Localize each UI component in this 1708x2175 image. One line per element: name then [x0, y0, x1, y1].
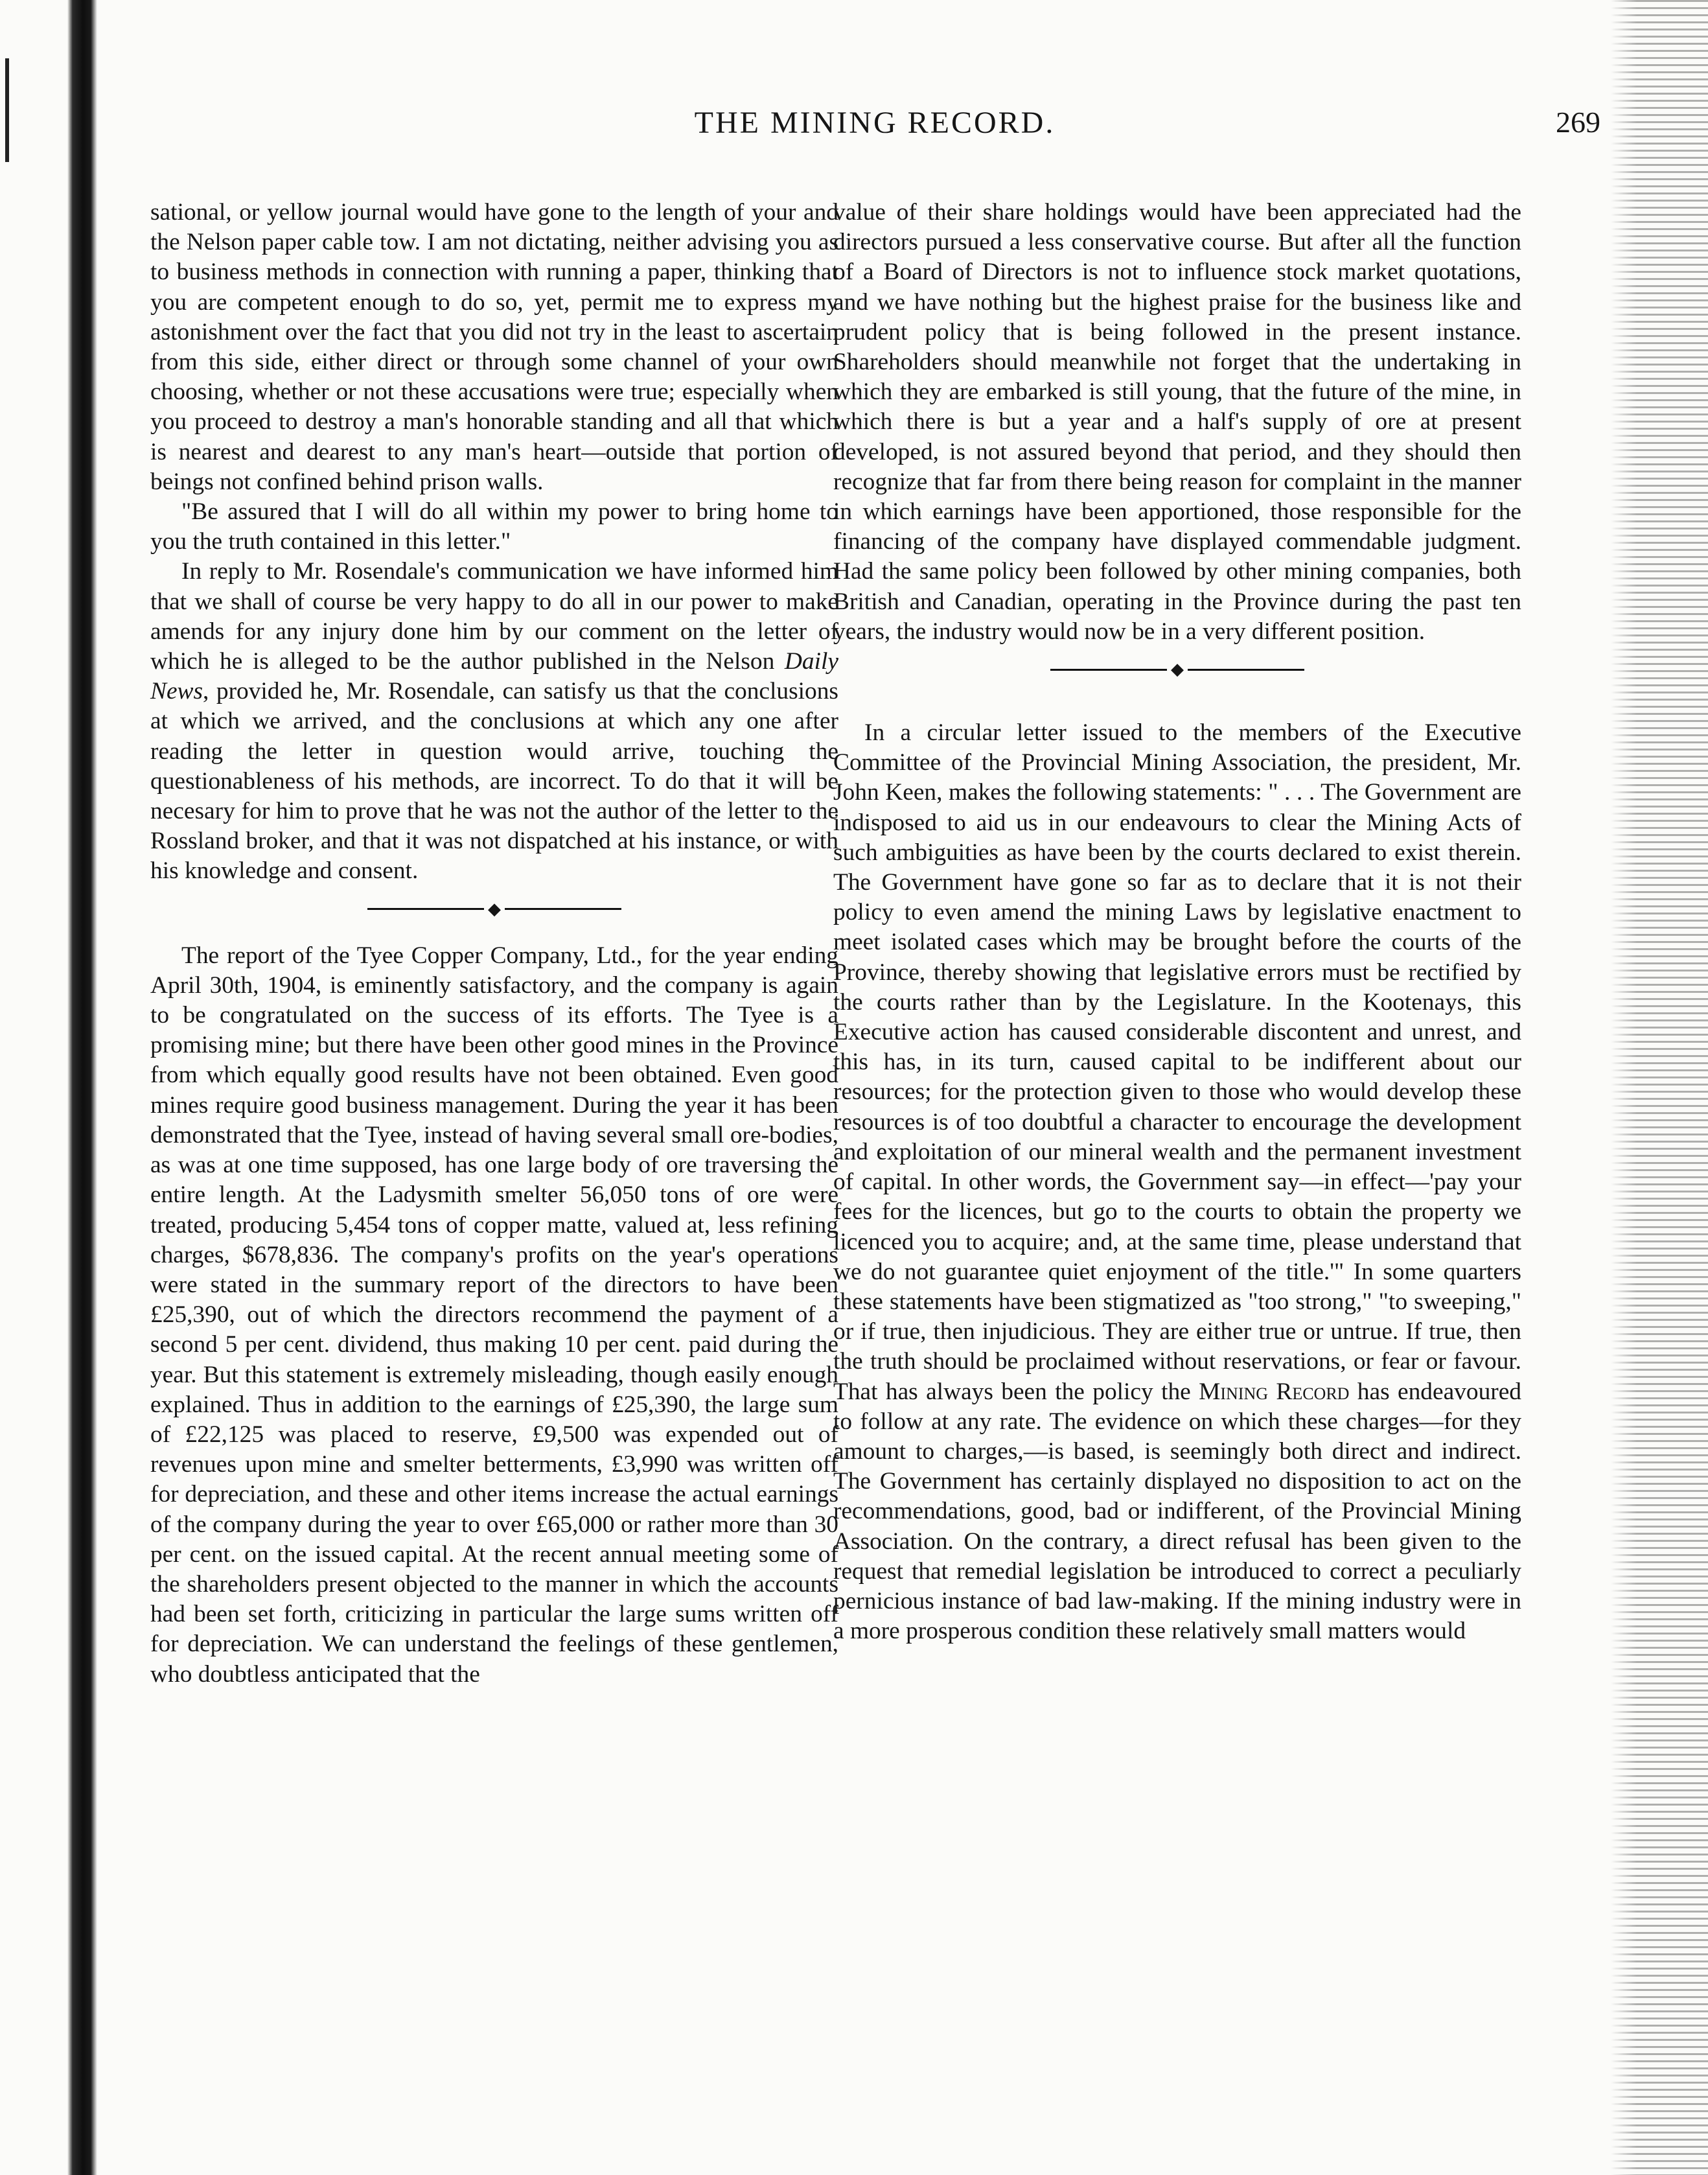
paragraph: "Be assured that I will do all within my power to bring home to you the truth contained in this letter."	[150, 498, 838, 555]
newspaper-title: Daily News	[150, 648, 838, 705]
paragraph: The report of the Tyee Copper Company, Ltd., for the year ending April 30th, 1904, is eminently satisfactory, and the company is again to be congratulated on the success of its efforts. The Tyee is a promising mine; but there have been other good mines in the Province from which equally good results have not been obtained. Even good mines require good business management. During the year it has been demonstrated that the Tyee, instead of having several small ore-bodies, as was at one time supposed, has one large body of ore traversing the entire length. At the Ladysmith smelter 56,050 tons of ore were treated, producing 5,454 tons of copper matte, valued at, less refining charges, $678,836. The company's profits on the year's operations were stated in the summary report of the directors to have been £25,390, out of which the directors recommend the payment of a second 5 per cent. dividend, thus making 10 per cent. paid during the year. But this statement is extremely misleading, though easily enough explained. Thus in addition to the earnings of £25,390, the large sum of £22,125 was placed to reserve, £9,500 was expended out of revenues upon mine and smelter betterments, £3,990 was written off for depreciation, and these and other items increase the actual earnings of the company during the year to over £65,000 or rather more than 30 per cent. on the issued capital. At the recent annual meeting some of the shareholders present objected to the manner in which the accounts had been set forth, criticizing in particular the large sums written off for depreciation. We can understand the feelings of these gentlemen, who doubtless anticipated that the	[150, 942, 838, 1688]
left-column	[150, 198, 838, 1690]
paragraph: sational, or yellow journal would have gone to the length of your and the Nelson paper cable tow. I am not dictating, neither advising you as to business methods in connection with running a paper, thinking that you are competent enough to do so, yet, permit me to express my astonishment over the fact that you did not try in the least to ascertain from this side, either direct or through some channel of your own choosing, whether or not these accusations were true; especially when you proceed to destroy a man's honorable standing and all that which is nearest and dearest to any man's heart—outside that portion of beings not confined behind prison walls.	[150, 199, 838, 495]
section-divider	[150, 887, 838, 932]
page-number: 269	[1556, 106, 1600, 139]
paragraph: In reply to Mr. Rosendale's communication we have informed him that we shall of course be very happy to do all in our power to make amends for any injury done him by our comment on the letter of which he is alleged to be the author published in the Nelson Daily News, provided he, Mr. Rosendale, can satisfy us that the conclusions at which we arrived, and the conclusions at which any one after reading the letter in question would arrive, touching the questionableness of his methods, are incorrect. To do that it will be necesary for him to prove that he was not the author of the letter to the Rossland broker, and that it was not dispatched at his instance, or with his knowledge and consent.	[150, 558, 838, 885]
publication-name: Mining Record	[1199, 1378, 1350, 1405]
scan-mark	[5, 58, 9, 162]
paragraph: In a circular letter issued to the members of the Executive Committee of the Provincial Mining Association, the president, Mr. John Keen, makes the following statements: " . . . The Government are indisposed to aid us in our endeavours to clear the Mining Acts of such ambiguities as have been by the courts declared to exist therein. The Government have gone so far as to declare that it is not their policy to even amend the mining Laws by legislative enactment to meet isolated cases which may be brought before the courts of the Province, thereby showing that legislative errors must be rectified by the courts rather than by the Legislature. In the Kootenays, this Executive action has caused considerable discontent and unrest, and this has, in its turn, caused capital to be indifferent about our resources; for the protection given to those who would develop these resources is of too doubtful a character to encourage the development and exploitation of our mineral wealth and the permanent investment of capital. In other words, the Government say—in effect—'pay your fees for the licences, but go to the courts to obtain the property we licenced you to acquire; and, at the same time, please understand that we do not guarantee quiet enjoyment of the title.'" In some quarters these statements have been stigmatized as "too strong," "to sweeping," or if true, then injudicious. They are either true or untrue. If true, then the truth should be proclaimed without reservations, or fear or favour. That has always been the policy the Mining Record has endeavoured to follow at any rate. The evidence on which these charges—for they amount to charges,—is based, is seemingly both direct and indirect. The Government has certainly displayed no disposition to act on the recommendations, good, bad or indifferent, of the Provincial Mining Association. On the contrary, a direct refusal has been given to the request that remedial legislation be introduced to correct a peculiarly pernicious instance of bad law-making. If the mining industry were in a more prosperous condition these relatively small matters would	[833, 719, 1522, 1645]
paragraph: value of their share holdings would have been appreciated had the directors pursued a less conservative course. But after all the function of a Board of Directors is not to influence stock market quotations, and we have nothing but the highest praise for the business like and prudent policy that is being followed in the present instance. Shareholders should meanwhile not forget that the undertaking in which they are embarked is still young, that the future of the mine, in which there is but a year and a half's supply of ore at present developed, is not assured beyond that period, and they should then recognize that far from there being reason for complaint in the manner in which earnings have been apportioned, those responsible for the financing of the company have displayed commendable judgment. Had the same policy been followed by other mining companies, both British and Canadian, operating in the Province during the past ten years, the industry would now be in a very different position.	[833, 199, 1521, 645]
page-header	[149, 105, 1600, 144]
divider-ornament: ◆	[488, 899, 501, 918]
right-column	[833, 198, 1521, 1646]
scan-edge-right	[1611, 0, 1708, 2175]
divider-ornament: ◆	[1171, 660, 1184, 679]
section-divider	[833, 647, 1521, 692]
book-spine-shadow-left	[0, 0, 97, 2175]
running-title: THE MINING RECORD.	[694, 106, 1056, 140]
